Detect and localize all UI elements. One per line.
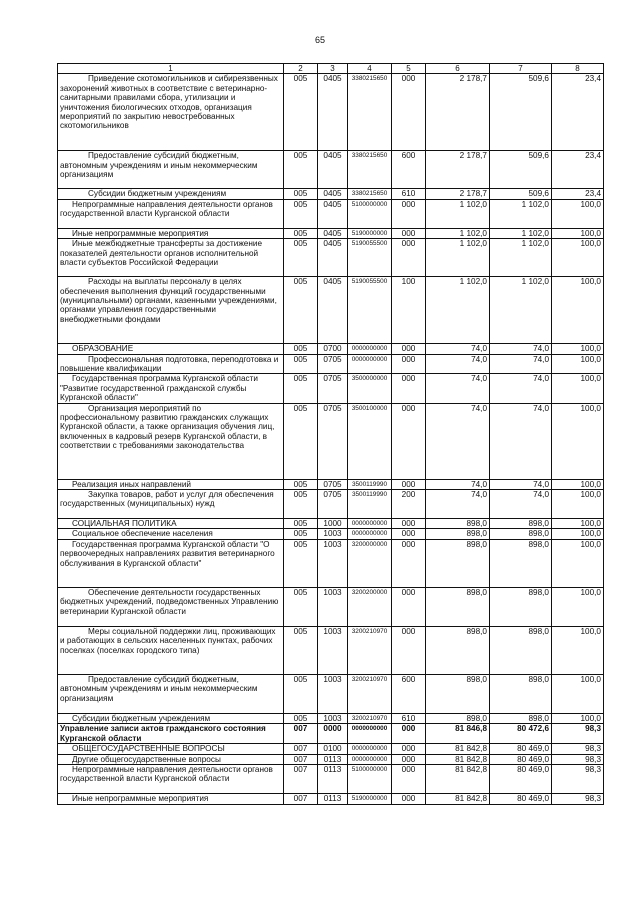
grbs-cell: 005	[284, 277, 318, 344]
grbs-cell: 005	[284, 74, 318, 151]
plan-cell: 2 178,7	[426, 74, 490, 151]
plan-cell: 898,0	[426, 539, 490, 587]
grbs-cell: 007	[284, 754, 318, 764]
percent-cell: 23,4	[552, 189, 604, 199]
plan-cell: 898,0	[426, 674, 490, 713]
section-cell: 1003	[318, 587, 348, 626]
expense-type-cell: 000	[392, 374, 426, 403]
plan-cell: 74,0	[426, 403, 490, 479]
target-article-cell: 3380215650	[348, 189, 392, 199]
plan-cell: 81 842,8	[426, 754, 490, 764]
expense-type-cell: 000	[392, 754, 426, 764]
percent-cell: 23,4	[552, 151, 604, 189]
fact-cell: 74,0	[490, 374, 552, 403]
plan-cell: 1 102,0	[426, 199, 490, 228]
percent-cell: 100,0	[552, 479, 604, 489]
section-cell: 0700	[318, 344, 348, 354]
percent-cell: 98,3	[552, 793, 604, 804]
header-cell: 5	[392, 64, 426, 74]
target-article-cell: 0000000000	[348, 744, 392, 754]
table-row	[58, 344, 604, 354]
percent-cell: 100,0	[552, 519, 604, 529]
expense-type-cell: 200	[392, 490, 426, 519]
percent-cell: 100,0	[552, 239, 604, 277]
name-cell: Предоставление субсидий бюджетным, автономным учреждениям и иным некоммерческим организациям	[58, 674, 284, 713]
section-cell: 1003	[318, 529, 348, 539]
grbs-cell: 007	[284, 744, 318, 754]
grbs-cell: 005	[284, 239, 318, 277]
grbs-cell: 005	[284, 529, 318, 539]
section-cell: 0405	[318, 74, 348, 151]
target-article-cell: 3200000000	[348, 539, 392, 587]
expense-type-cell: 000	[392, 744, 426, 754]
percent-cell: 98,3	[552, 744, 604, 754]
plan-cell: 898,0	[426, 713, 490, 723]
percent-cell: 100,0	[552, 626, 604, 674]
table-row	[58, 764, 604, 793]
header-cell: 7	[490, 64, 552, 74]
name-cell: Обеспечение деятельности государственных бюджетных учреждений, подведомственных Управлению ветеринарии Курганской области	[58, 587, 284, 626]
expense-type-cell: 000	[392, 354, 426, 374]
expense-type-cell: 000	[392, 724, 426, 744]
name-cell: Иные непрограммные мероприятия	[58, 793, 284, 804]
section-cell: 0113	[318, 764, 348, 793]
grbs-cell: 005	[284, 189, 318, 199]
table-row	[58, 374, 604, 403]
grbs-cell: 007	[284, 724, 318, 744]
grbs-cell: 005	[284, 228, 318, 238]
fact-cell: 74,0	[490, 490, 552, 519]
percent-cell: 98,3	[552, 724, 604, 744]
target-article-cell: 3380215650	[348, 151, 392, 189]
expense-type-cell: 000	[392, 199, 426, 228]
header-row	[58, 64, 604, 74]
grbs-cell: 005	[284, 374, 318, 403]
fact-cell: 80 469,0	[490, 744, 552, 754]
section-cell: 1000	[318, 519, 348, 529]
section-cell: 0705	[318, 403, 348, 479]
table-row	[58, 239, 604, 277]
target-article-cell: 5190055500	[348, 277, 392, 344]
name-cell: Другие общегосударственные вопросы	[58, 754, 284, 764]
target-article-cell: 0000000000	[348, 519, 392, 529]
table-row	[58, 354, 604, 374]
percent-cell: 100,0	[552, 354, 604, 374]
fact-cell: 898,0	[490, 529, 552, 539]
section-cell: 0405	[318, 239, 348, 277]
table-row	[58, 744, 604, 754]
fact-cell: 509,6	[490, 151, 552, 189]
expense-type-cell: 000	[392, 74, 426, 151]
name-cell: Социальное обеспечение населения	[58, 529, 284, 539]
target-article-cell: 3200210970	[348, 674, 392, 713]
table-row	[58, 713, 604, 723]
grbs-cell: 005	[284, 674, 318, 713]
fact-cell: 80 469,0	[490, 764, 552, 793]
section-cell: 0405	[318, 189, 348, 199]
percent-cell: 100,0	[552, 277, 604, 344]
expense-type-cell: 000	[392, 479, 426, 489]
name-cell: Непрограммные направления деятельности органов государственной власти Курганской области	[58, 199, 284, 228]
plan-cell: 81 842,8	[426, 764, 490, 793]
section-cell: 0705	[318, 374, 348, 403]
grbs-cell: 005	[284, 199, 318, 228]
section-cell: 0000	[318, 724, 348, 744]
name-cell: Меры социальной поддержки лиц, проживающих и работающих в сельских населенных пунктах, рабочих поселках (поселках городского типа)	[58, 626, 284, 674]
fact-cell: 898,0	[490, 539, 552, 587]
plan-cell: 74,0	[426, 490, 490, 519]
fact-cell: 1 102,0	[490, 239, 552, 277]
section-cell: 0113	[318, 754, 348, 764]
fact-cell: 74,0	[490, 479, 552, 489]
plan-cell: 2 178,7	[426, 189, 490, 199]
table-row	[58, 479, 604, 489]
table-row	[58, 519, 604, 529]
expense-type-cell: 600	[392, 674, 426, 713]
name-cell: СОЦИАЛЬНАЯ ПОЛИТИКА	[58, 519, 284, 529]
plan-cell: 74,0	[426, 479, 490, 489]
target-article-cell: 3200210970	[348, 626, 392, 674]
grbs-cell: 005	[284, 403, 318, 479]
grbs-cell: 007	[284, 793, 318, 804]
fact-cell: 80 472,6	[490, 724, 552, 744]
grbs-cell: 005	[284, 344, 318, 354]
target-article-cell: 5190000000	[348, 228, 392, 238]
percent-cell: 100,0	[552, 490, 604, 519]
grbs-cell: 007	[284, 764, 318, 793]
table-row	[58, 151, 604, 189]
section-cell: 0705	[318, 490, 348, 519]
target-article-cell: 3200210970	[348, 713, 392, 723]
table-row	[58, 529, 604, 539]
table-row	[58, 189, 604, 199]
percent-cell: 100,0	[552, 228, 604, 238]
target-article-cell: 3500100000	[348, 403, 392, 479]
plan-cell: 74,0	[426, 344, 490, 354]
plan-cell: 1 102,0	[426, 277, 490, 344]
fact-cell: 509,6	[490, 74, 552, 151]
percent-cell: 100,0	[552, 344, 604, 354]
budget-table	[57, 63, 604, 805]
table-row	[58, 626, 604, 674]
expense-type-cell: 000	[392, 539, 426, 587]
name-cell: Управление записи актов гражданского состояния Курганской области	[58, 724, 284, 744]
plan-cell: 74,0	[426, 354, 490, 374]
target-article-cell: 5190000000	[348, 793, 392, 804]
section-cell: 0405	[318, 228, 348, 238]
plan-cell: 1 102,0	[426, 228, 490, 238]
section-cell: 0405	[318, 199, 348, 228]
grbs-cell: 005	[284, 587, 318, 626]
target-article-cell: 0000000000	[348, 529, 392, 539]
fact-cell: 898,0	[490, 626, 552, 674]
plan-cell: 898,0	[426, 519, 490, 529]
fact-cell: 80 469,0	[490, 754, 552, 764]
plan-cell: 2 178,7	[426, 151, 490, 189]
section-cell: 1003	[318, 674, 348, 713]
grbs-cell: 005	[284, 626, 318, 674]
fact-cell: 74,0	[490, 344, 552, 354]
percent-cell: 100,0	[552, 674, 604, 713]
name-cell: Иные непрограммные мероприятия	[58, 228, 284, 238]
expense-type-cell: 000	[392, 529, 426, 539]
plan-cell: 81 846,8	[426, 724, 490, 744]
table-row	[58, 199, 604, 228]
grbs-cell: 005	[284, 479, 318, 489]
expense-type-cell: 000	[392, 228, 426, 238]
name-cell: Расходы на выплаты персоналу в целях обеспечения выполнения функций государственными (муниципальными) органами, казенными учреждениями, органами управления государственными внебюджетными фондами	[58, 277, 284, 344]
plan-cell: 81 842,8	[426, 744, 490, 754]
name-cell: Государственная программа Курганской области "О первоочередных направлениях развития ветеринарного обслуживания в Курганской области"	[58, 539, 284, 587]
name-cell: Субсидии бюджетным учреждениям	[58, 713, 284, 723]
section-cell: 0113	[318, 793, 348, 804]
section-cell: 0405	[318, 151, 348, 189]
percent-cell: 100,0	[552, 713, 604, 723]
fact-cell: 1 102,0	[490, 228, 552, 238]
plan-cell: 1 102,0	[426, 239, 490, 277]
name-cell: Закупка товаров, работ и услуг для обеспечения государственных (муниципальных) нужд	[58, 490, 284, 519]
expense-type-cell: 100	[392, 277, 426, 344]
plan-cell: 74,0	[426, 374, 490, 403]
percent-cell: 100,0	[552, 587, 604, 626]
target-article-cell: 3500119990	[348, 490, 392, 519]
fact-cell: 80 469,0	[490, 793, 552, 804]
expense-type-cell: 000	[392, 793, 426, 804]
expense-type-cell: 000	[392, 764, 426, 793]
target-article-cell: 0000000000	[348, 754, 392, 764]
expense-type-cell: 600	[392, 151, 426, 189]
plan-cell: 898,0	[426, 626, 490, 674]
section-cell: 0705	[318, 354, 348, 374]
percent-cell: 100,0	[552, 199, 604, 228]
header-cell: 3	[318, 64, 348, 74]
fact-cell: 74,0	[490, 354, 552, 374]
percent-cell: 100,0	[552, 403, 604, 479]
name-cell: Субсидии бюджетным учреждениям	[58, 189, 284, 199]
name-cell: Иные межбюджетные трансферты за достижение показателей деятельности органов исполнительной власти субъектов Российской Федерации	[58, 239, 284, 277]
expense-type-cell: 000	[392, 403, 426, 479]
expense-type-cell: 000	[392, 519, 426, 529]
header-cell: 8	[552, 64, 604, 74]
name-cell: Государственная программа Курганской области "Развитие государственной гражданской службы Курганской области"	[58, 374, 284, 403]
header-cell: 6	[426, 64, 490, 74]
table-body	[58, 74, 604, 805]
fact-cell: 898,0	[490, 713, 552, 723]
expense-type-cell: 610	[392, 713, 426, 723]
grbs-cell: 005	[284, 151, 318, 189]
table-row	[58, 74, 604, 151]
name-cell: Предоставление субсидий бюджетным, автономным учреждениям и иным некоммерческим организациям	[58, 151, 284, 189]
table-row	[58, 754, 604, 764]
target-article-cell: 5190055500	[348, 239, 392, 277]
expense-type-cell: 000	[392, 344, 426, 354]
target-article-cell: 0000000000	[348, 354, 392, 374]
header-cell: 1	[58, 64, 284, 74]
table-row	[58, 277, 604, 344]
section-cell: 1003	[318, 713, 348, 723]
target-article-cell: 3200200000	[348, 587, 392, 626]
fact-cell: 1 102,0	[490, 199, 552, 228]
target-article-cell: 3380215650	[348, 74, 392, 151]
table-row	[58, 724, 604, 744]
name-cell: Непрограммные направления деятельности органов государственной власти Курганской области	[58, 764, 284, 793]
percent-cell: 98,3	[552, 754, 604, 764]
grbs-cell: 005	[284, 713, 318, 723]
fact-cell: 898,0	[490, 674, 552, 713]
target-article-cell: 0000000000	[348, 344, 392, 354]
header-cell: 4	[348, 64, 392, 74]
percent-cell: 98,3	[552, 764, 604, 793]
percent-cell: 23,4	[552, 74, 604, 151]
name-cell: Реализация иных направлений	[58, 479, 284, 489]
table-row	[58, 587, 604, 626]
target-article-cell: 3500119990	[348, 479, 392, 489]
target-article-cell: 5100000000	[348, 199, 392, 228]
name-cell: ОБРАЗОВАНИЕ	[58, 344, 284, 354]
table-row	[58, 793, 604, 804]
header-cell: 2	[284, 64, 318, 74]
grbs-cell: 005	[284, 354, 318, 374]
percent-cell: 100,0	[552, 529, 604, 539]
table-row	[58, 539, 604, 587]
section-cell: 1003	[318, 626, 348, 674]
page-number: 65	[314, 35, 325, 45]
plan-cell: 898,0	[426, 587, 490, 626]
fact-cell: 509,6	[490, 189, 552, 199]
table-row	[58, 228, 604, 238]
percent-cell: 100,0	[552, 539, 604, 587]
name-cell: Приведение скотомогильников и сибиреязвенных захоронений животных в соответствие с ветеринарно-санитарными правилами сбора, утилизации и уничтожения биологических отходов, организация мероприятий по закрытию невостребованных скотомогильников	[58, 74, 284, 151]
grbs-cell: 005	[284, 519, 318, 529]
fact-cell: 898,0	[490, 519, 552, 529]
expense-type-cell: 000	[392, 239, 426, 277]
target-article-cell: 0000000000	[348, 724, 392, 744]
table-row	[58, 403, 604, 479]
fact-cell: 1 102,0	[490, 277, 552, 344]
percent-cell: 100,0	[552, 374, 604, 403]
section-cell: 0100	[318, 744, 348, 754]
target-article-cell: 3500000000	[348, 374, 392, 403]
table-row	[58, 490, 604, 519]
grbs-cell: 005	[284, 490, 318, 519]
table-row	[58, 674, 604, 713]
fact-cell: 898,0	[490, 587, 552, 626]
section-cell: 1003	[318, 539, 348, 587]
plan-cell: 898,0	[426, 529, 490, 539]
section-cell: 0705	[318, 479, 348, 489]
expense-type-cell: 000	[392, 587, 426, 626]
expense-type-cell: 610	[392, 189, 426, 199]
grbs-cell: 005	[284, 539, 318, 587]
expense-type-cell: 000	[392, 626, 426, 674]
name-cell: ОБЩЕГОСУДАРСТВЕННЫЕ ВОПРОСЫ	[58, 744, 284, 754]
name-cell: Организация мероприятий по профессиональному развитию гражданских служащих Курганской области, а также организация обучения лиц, включенных в кадровый резерв Курганской области, в соответствии с требованиями законодательства	[58, 403, 284, 479]
plan-cell: 81 842,8	[426, 793, 490, 804]
fact-cell: 74,0	[490, 403, 552, 479]
section-cell: 0405	[318, 277, 348, 344]
name-cell: Профессиональная подготовка, переподготовка и повышение квалификации	[58, 354, 284, 374]
target-article-cell: 5100000000	[348, 764, 392, 793]
